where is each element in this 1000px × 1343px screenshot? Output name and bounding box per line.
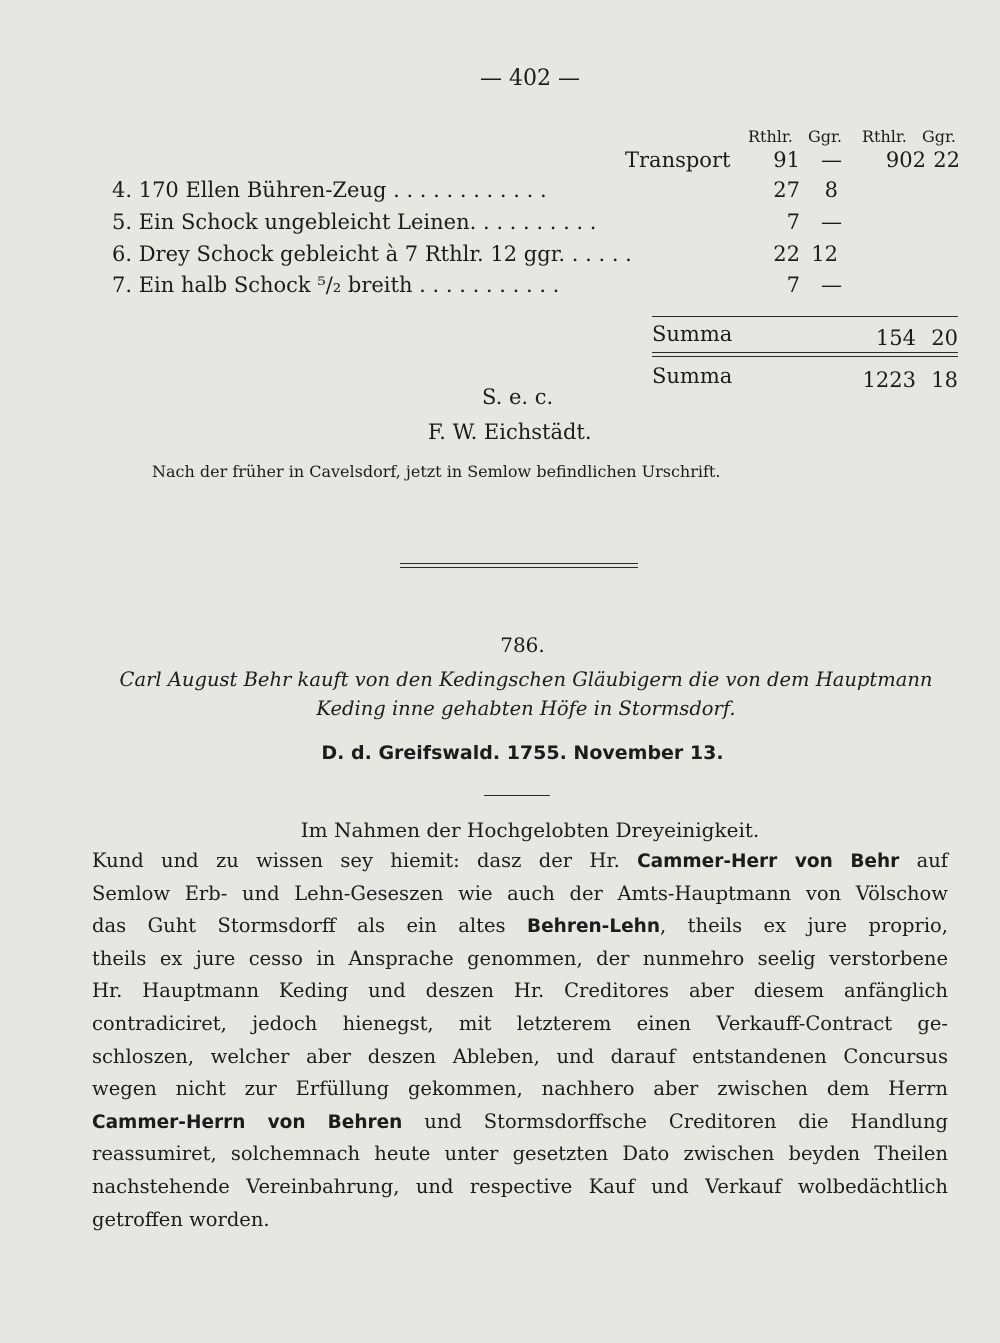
- divider-bottom: [400, 567, 638, 568]
- body-line-text: und Stormsdorffsche Creditoren die Handlung: [402, 1109, 948, 1133]
- list-item-rthlr: 7: [786, 273, 800, 297]
- body-line: contradiciret, jedoch hienegst, mit letzterem einen Verkauff-Contract ge-: [92, 1011, 948, 1035]
- list-item-text: 7. Ein halb Schock ⁵/₂ breith . . . . . . . . . . .: [112, 273, 560, 297]
- sum-rule: [652, 316, 958, 317]
- page-number: — 402 —: [480, 66, 580, 91]
- list-item-rthlr: 7: [786, 210, 800, 234]
- double-rule-top: [652, 352, 958, 353]
- dateline: D. d. Greifswald. 1755. November 13.: [321, 742, 724, 764]
- list-item-text: 4. 170 Ellen Bühren-Zeug . . . . . . . . . . . .: [112, 178, 547, 202]
- list-item-text: 5. Ein Schock ungebleicht Leinen. . . . . . . . . .: [112, 210, 597, 234]
- column-header-ggr: Ggr.: [808, 127, 842, 146]
- list-item-ggr: —: [821, 210, 842, 234]
- body-text: [92, 845, 948, 1236]
- list-item-rthlr: 27: [773, 178, 800, 202]
- summa-total-ggr: 18: [931, 368, 958, 392]
- list-item-ggr: —: [821, 273, 842, 297]
- body-line-emphasis: Cammer-Herr von Behr: [637, 851, 900, 872]
- summa-total-rthlr: 1223: [862, 368, 916, 392]
- body-line-emphasis: Cammer-Herrn von Behren: [92, 1111, 403, 1133]
- summa-total-label: Summa: [652, 364, 733, 388]
- list-item-ggr: 12: [811, 242, 838, 266]
- transport-total-ggr: 22: [933, 148, 960, 172]
- double-rule-bottom: [652, 356, 958, 357]
- body-line: [92, 910, 948, 943]
- list-item-text: 6. Drey Schock gebleicht à 7 Rthlr. 12 ggr. . . . . .: [112, 242, 632, 266]
- body-line-emphasis: Behren-Lehn: [527, 916, 661, 938]
- body-line-text: , theils ex jure proprio,: [660, 914, 948, 938]
- signature: F. W. Eichstädt.: [428, 420, 592, 444]
- short-divider: [484, 795, 550, 796]
- transport-label: Transport: [625, 148, 731, 172]
- transport-total-rthlr: 902: [885, 148, 926, 172]
- document-number: 786.: [500, 633, 545, 657]
- invocation: Im Nahmen der Hochgelobten Dreyeinigkeit.: [300, 818, 760, 842]
- transport-rthlr: 91: [773, 148, 800, 172]
- body-line: [92, 845, 948, 878]
- body-line: reassumiret, solchemnach heute unter gesetzten Dato zwischen beyden Theilen: [92, 1142, 948, 1166]
- source-note: Nach der früher in Cavelsdorf, jetzt in Semlow befindlichen Urschrift.: [152, 462, 721, 481]
- summa-ggr: 20: [931, 326, 958, 350]
- body-line: wegen nicht zur Erfüllung gekommen, nachhero aber zwischen dem Herrn: [92, 1077, 948, 1101]
- divider-top: [400, 563, 638, 564]
- salvo-errore-calculi: S. e. c.: [482, 385, 554, 409]
- list-item-ggr: 8: [824, 178, 838, 202]
- summa-rthlr: 154: [875, 326, 916, 350]
- body-line-text: auf: [899, 849, 948, 872]
- transport-ggr: —: [821, 148, 842, 172]
- column-header-rthlr: Rthlr.: [748, 127, 793, 146]
- body-line: Semlow Erb- und Lehn-Geseszen wie auch der Amts-Hauptmann von Völschow: [92, 881, 948, 905]
- column-header-total-ggr: Ggr.: [922, 127, 956, 146]
- regest: Carl August Behr kauft von den Kedingschen Gläubigern die von dem Hauptmann Keding inne gehabten Höfe in Stormsdorf.: [119, 668, 933, 720]
- body-line: getroffen worden.: [92, 1207, 270, 1231]
- column-header-total-rthlr: Rthlr.: [862, 127, 907, 146]
- list-item-rthlr: 22: [773, 242, 800, 266]
- body-line-text: Kund und zu wissen sey hiemit: dasz der Hr.: [92, 849, 638, 872]
- body-line-text: das Guht Stormsdorff als ein altes: [92, 914, 527, 938]
- body-line: Hr. Hauptmann Keding und deszen Hr. Creditores aber diesem anfänglich: [92, 979, 948, 1003]
- body-line: schloszen, welcher aber deszen Ableben, und darauf entstandenen Concursus: [92, 1044, 948, 1068]
- body-line: [92, 1106, 948, 1139]
- summa-label: Summa: [652, 322, 733, 346]
- body-line: theils ex jure cesso in Ansprache genommen, der nunmehro seelig verstorbene: [92, 946, 948, 970]
- body-line: nachstehende Vereinbahrung, und respective Kauf und Verkauf wolbedächtlich: [92, 1174, 948, 1198]
